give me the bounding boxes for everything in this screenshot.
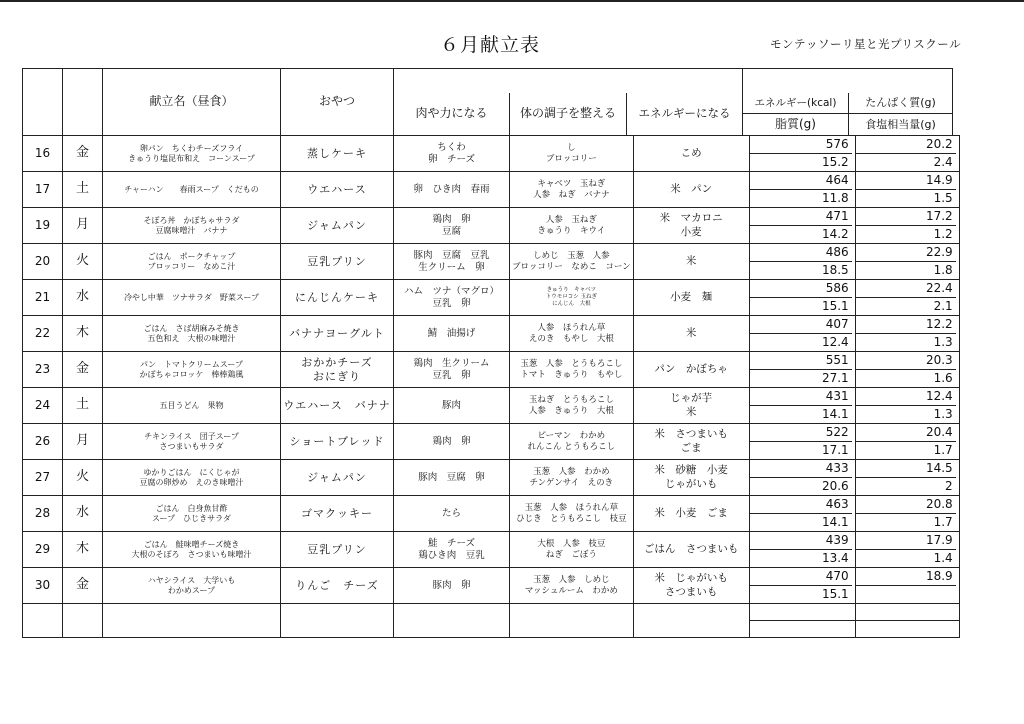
condition-foods-2: ひじき とうもろこし 枝豆 (516, 513, 627, 524)
protein-g: 20.3 (856, 352, 956, 370)
salt-g: 1.8 (933, 263, 953, 277)
header-snack: おやつ (281, 69, 394, 136)
condition-foods-2: 人参 きゅうり 大根 (528, 405, 614, 416)
muscle-foods-1: 鶏肉 生クリーム (413, 357, 490, 369)
snack-name: ショートブレッド (289, 434, 385, 448)
salt-g: 1.3 (933, 407, 953, 421)
header-salt: 食塩相当量(g) (865, 117, 936, 131)
snack-name: 蒸しケーキ (307, 146, 367, 160)
energy-kcal: 551 (750, 352, 852, 370)
day-number: 30 (23, 568, 63, 604)
salt-g: 2.1 (933, 299, 953, 313)
day-number: 26 (23, 424, 63, 460)
condition-foods-2: れんこん とうもろこし (527, 441, 616, 452)
salt-g: 1.2 (933, 227, 953, 241)
day-number: 20 (23, 244, 63, 280)
muscle-foods-2: 豆乳 卵 (432, 297, 471, 309)
menu-row (23, 244, 960, 280)
header-muscle: 肉や力になる (394, 93, 510, 136)
fat-g: 14.1 (821, 515, 849, 529)
lunch-line-2: 豆腐の卵炒め えのき味噌汁 (139, 477, 244, 487)
lunch-line-2: わかめスープ (167, 585, 216, 595)
top-border-line (0, 0, 1024, 2)
fat-g: 18.5 (821, 263, 849, 277)
condition-foods-1: 玉葱 人参 ほうれん草 (524, 502, 619, 513)
condition-foods-1: 大根 人参 枝豆 (537, 538, 606, 549)
energy-foods-2: さつまいも (664, 585, 718, 598)
menu-row (23, 172, 960, 208)
day-number: 23 (23, 352, 63, 388)
lunch-line-2: かぼちゃコロッケ 棒棒鶏風 (139, 369, 244, 379)
energy-kcal: 486 (750, 244, 852, 262)
lunch-line-1: ごはん 白身魚甘酢 (155, 503, 228, 513)
fat-g: 12.4 (821, 335, 849, 349)
condition-foods-1: キャベツ 玉ねぎ (537, 178, 606, 189)
empty-row (23, 604, 960, 638)
weekday: 金 (63, 352, 103, 388)
menu-row (23, 352, 960, 388)
muscle-foods-2: 生クリーム 卵 (418, 261, 485, 273)
condition-foods-2: きゅうり キウイ (537, 225, 606, 236)
energy-kcal: 433 (750, 460, 852, 478)
weekday: 金 (63, 568, 103, 604)
snack-name: 豆乳プリン (307, 254, 367, 268)
weekday: 土 (63, 172, 103, 208)
energy-foods-1: 米 さつまいも (654, 428, 728, 441)
protein-g: 17.9 (856, 532, 956, 550)
muscle-foods-1: 鶏肉 卵 (432, 435, 471, 447)
protein-g: 20.4 (856, 424, 956, 442)
day-number: 17 (23, 172, 63, 208)
lunch-line-1: パン トマトクリームスープ (139, 359, 244, 369)
condition-foods-1: 玉葱 人参 とうもろこし (520, 358, 623, 369)
protein-g: 14.9 (856, 172, 956, 190)
condition-foods-2: ブロッコリー なめこ コーン (512, 261, 631, 272)
lunch-line-2: スープ ひじきサラダ (151, 513, 232, 523)
muscle-foods-1: 鮭 チーズ (427, 537, 476, 549)
condition-foods-1: きゅうり キャベツ (546, 287, 597, 294)
fat-g: 15.1 (821, 299, 849, 313)
condition-foods-2: チンゲンサイ えのき (529, 477, 614, 488)
menu-row (23, 568, 960, 604)
lunch-line-1: ハヤシライス 大学いも (147, 575, 236, 585)
muscle-foods-1: 卵 ひき肉 春雨 (413, 183, 490, 195)
condition-foods-1: 人参 ほうれん草 (537, 322, 606, 333)
weekday: 木 (63, 316, 103, 352)
menu-table (22, 68, 953, 136)
protein-g: 12.4 (856, 388, 956, 406)
lunch-line-2: 大根のそぼろ さつまいも味噌汁 (131, 549, 252, 559)
energy-foods-1: こめ (680, 146, 702, 159)
condition-foods-1: 玉葱 人参 わかめ (533, 466, 610, 477)
salt-g (856, 586, 956, 603)
lunch-line-2: 豆腐味噌汁 バナナ (155, 225, 228, 235)
energy-foods-2: ごはん さつまいも (643, 542, 739, 555)
day-number: 24 (23, 388, 63, 424)
salt-g: 2.4 (933, 155, 953, 169)
condition-foods-2: えのき もやし 大根 (528, 333, 614, 344)
condition-foods-1: し (567, 142, 576, 153)
weekday: 木 (63, 532, 103, 568)
energy-foods-1: 米 砂糖 小麦 (654, 464, 728, 477)
salt-g: 1.3 (933, 335, 953, 349)
snack-name: ジャムパン (307, 218, 367, 232)
condition-foods-2: マッシュルーム わかめ (524, 585, 618, 596)
weekday: 水 (63, 280, 103, 316)
muscle-foods-1: たら (441, 507, 461, 519)
energy-kcal: 576 (750, 136, 852, 154)
muscle-foods-1: 鶏肉 卵 (432, 213, 471, 225)
weekday: 水 (63, 496, 103, 532)
header-energy-group: エネルギーになる (627, 93, 743, 136)
menu-row (23, 280, 960, 316)
energy-kcal: 586 (750, 280, 852, 298)
header-energy: エネルギー(kcal) (743, 93, 848, 114)
header-condition: 体の調子を整える (510, 93, 627, 136)
protein-g: 20.2 (856, 136, 956, 154)
muscle-foods-2: 鶏ひき肉 豆乳 (418, 549, 485, 561)
header-menu: 献立名（昼食） (103, 69, 281, 136)
snack-name: ウエハース (307, 182, 367, 196)
snack-name: りんご チーズ (295, 578, 379, 592)
protein-g: 18.9 (856, 568, 956, 586)
fat-g: 14.2 (821, 227, 849, 241)
energy-foods-1: 米 小麦 ごま (654, 506, 728, 519)
lunch-line-1: ごはん さば胡麻みそ焼き (143, 323, 240, 333)
header-food-group-blank (394, 69, 743, 93)
fat-g: 27.1 (821, 371, 849, 385)
fat-g: 15.1 (821, 587, 849, 601)
weekday: 月 (63, 424, 103, 460)
snack-name: バナナヨーグルト (289, 326, 385, 340)
day-number: 22 (23, 316, 63, 352)
muscle-foods-1: 豚肉 卵 (432, 579, 471, 591)
weekday: 土 (63, 388, 103, 424)
menu-body-table (22, 135, 960, 638)
lunch-line-2: さつまいもサラダ (159, 441, 224, 451)
snack-name-2: おにぎり (313, 369, 361, 383)
lunch-line-1: ごはん ポークチャップ (147, 251, 236, 261)
menu-row (23, 532, 960, 568)
condition-foods-1: 玉葱 人参 しめじ (533, 574, 610, 585)
lunch-line-2: きゅうり塩昆布和え コーンスープ (128, 153, 255, 163)
muscle-foods-1: 豚肉 豆腐 卵 (418, 471, 485, 483)
fat-g: 15.2 (821, 155, 849, 169)
muscle-foods-1: ハム ツナ（マグロ） (403, 285, 499, 297)
lunch-line-2: 五色和え 大根の味噌汁 (147, 333, 236, 343)
protein-g: 22.4 (856, 280, 956, 298)
condition-foods-1: 人参 玉ねぎ (545, 214, 597, 225)
salt-g: 1.7 (933, 443, 953, 457)
muscle-foods-2: 豆乳 卵 (432, 369, 471, 381)
protein-g: 12.2 (856, 316, 956, 334)
weekday: 月 (63, 208, 103, 244)
protein-g: 17.2 (856, 208, 956, 226)
lunch-line-1: 卵パン ちくわチーズフライ (139, 143, 244, 153)
lunch-line-1: チャーハン 春雨スープ くだもの (124, 184, 259, 194)
energy-kcal: 470 (750, 568, 852, 586)
page-title: ６月献立表 (440, 34, 541, 56)
energy-foods-1: 米 パン (670, 182, 713, 195)
energy-foods-1: 米 (685, 326, 697, 339)
lunch-line-1: ごはん 鮭味噌チーズ焼き (143, 539, 240, 549)
day-number: 16 (23, 136, 63, 172)
weekday: 火 (63, 460, 103, 496)
energy-kcal: 407 (750, 316, 852, 334)
condition-foods-3: にんじん 大根 (552, 300, 591, 307)
energy-kcal: 431 (750, 388, 852, 406)
lunch-line-2: 五目うどん 果物 (159, 400, 224, 410)
energy-foods-2: 米 (685, 405, 697, 418)
day-number: 29 (23, 532, 63, 568)
lunch-line-1: チキンライス 団子スープ (144, 431, 239, 441)
condition-foods-1: ピーマン わかめ (537, 430, 606, 441)
condition-foods-2: ブロッコリー (545, 153, 597, 164)
condition-foods-2: ねぎ ごぼう (545, 549, 597, 560)
header-fat: 脂質(g) (775, 116, 816, 131)
energy-kcal: 439 (750, 532, 852, 550)
condition-foods-2: 人参 ねぎ バナナ (533, 189, 610, 200)
school-name: モンテッソーリ星と光プリスクール (770, 37, 962, 51)
weekday: 火 (63, 244, 103, 280)
fat-g: 11.8 (821, 191, 849, 205)
fat-g: 17.1 (821, 443, 849, 457)
energy-foods-1: 米 じゃがいも (654, 572, 728, 585)
condition-foods-1: 玉ねぎ とうもろこし (528, 394, 614, 405)
muscle-foods-1: 鯖 油揚げ (427, 327, 476, 339)
fat-g: 13.4 (821, 551, 849, 565)
energy-foods-1: 小麦 麺 (670, 290, 713, 303)
header-day-blank (23, 69, 63, 136)
protein-g: 20.8 (856, 496, 956, 514)
menu-row (23, 424, 960, 460)
header-protein: たんぱく質(g) (849, 93, 952, 114)
muscle-foods-2: 豆腐 (441, 225, 461, 237)
salt-g: 1.5 (933, 191, 953, 205)
menu-row (23, 136, 960, 172)
day-number: 21 (23, 280, 63, 316)
fat-g: 14.1 (821, 407, 849, 421)
energy-foods-2: パン かぼちゃ (654, 362, 728, 375)
energy-foods-2: ごま (680, 441, 702, 454)
protein-g: 14.5 (856, 460, 956, 478)
energy-kcal: 463 (750, 496, 852, 514)
day-number: 28 (23, 496, 63, 532)
muscle-foods-2: 卵 チーズ (427, 153, 476, 165)
snack-name: ゴマクッキー (301, 506, 373, 520)
muscle-foods-1: 豚肉 豆腐 豆乳 (413, 249, 490, 261)
menu-row (23, 388, 960, 424)
condition-foods-1: しめじ 玉葱 人参 (533, 250, 610, 261)
muscle-foods-1: ちくわ (437, 141, 466, 153)
lunch-line-2: ブロッコリー なめこ汁 (147, 261, 236, 271)
day-number: 19 (23, 208, 63, 244)
salt-g: 1.7 (933, 515, 953, 529)
energy-kcal: 471 (750, 208, 852, 226)
muscle-foods-1: 豚肉 (441, 399, 461, 411)
snack-name: 豆乳プリン (307, 542, 367, 556)
energy-foods-1: 米 (685, 254, 697, 267)
snack-name: ジャムパン (307, 470, 367, 484)
condition-foods-2: トウモロコシ 玉ねぎ (545, 294, 597, 301)
protein-g: 22.9 (856, 244, 956, 262)
menu-row (23, 460, 960, 496)
menu-row (23, 208, 960, 244)
menu-row (23, 496, 960, 532)
weekday: 金 (63, 136, 103, 172)
snack-name: ウエハース バナナ (283, 398, 391, 412)
snack-name: にんじんケーキ (295, 290, 379, 304)
salt-g: 2 (945, 479, 953, 493)
day-number: 27 (23, 460, 63, 496)
fat-g: 20.6 (821, 479, 849, 493)
header-nutrition-blank (743, 69, 953, 93)
energy-foods-2: 小麦 (680, 225, 702, 238)
lunch-line-1: ゆかりごはん にくじゃが (143, 467, 240, 477)
snack-name: おかかチーズ (301, 355, 373, 369)
energy-kcal: 464 (750, 172, 852, 190)
header-weekday-blank (63, 69, 103, 136)
energy-foods-2: じゃがいも (664, 477, 718, 490)
energy-foods-1: じゃが芋 (670, 392, 713, 405)
salt-g: 1.4 (933, 551, 953, 565)
salt-g: 1.6 (933, 371, 953, 385)
menu-row (23, 316, 960, 352)
lunch-line-1: 冷やし中華 ツナサラダ 野菜スープ (123, 292, 260, 302)
energy-kcal: 522 (750, 424, 852, 442)
lunch-line-1: そぼろ丼 かぼちゃサラダ (143, 215, 240, 225)
condition-foods-2: トマト きゅうり もやし (520, 369, 623, 380)
energy-foods-1: 米 マカロニ (659, 212, 723, 225)
